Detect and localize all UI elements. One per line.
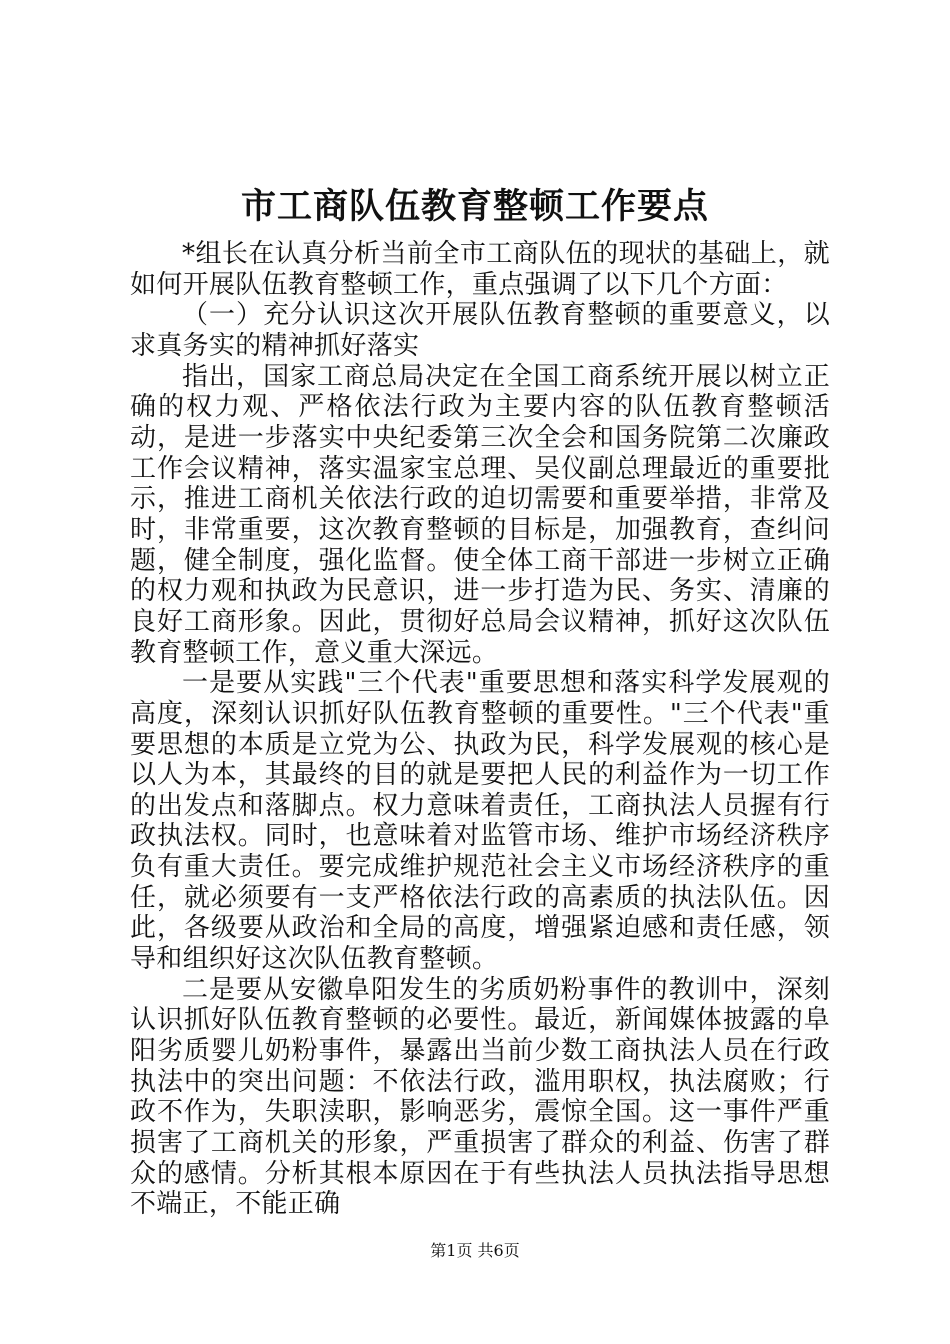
paragraph-significance: 指出，国家工商总局决定在全国工商系统开展以树立正确的权力观、严格依法行政为主要内容的队伍教育整顿活动，是进一步落实中央纪委第三次全会和国务院第二次廉政工作会议精神，落实温家宝总理、吴仪副总理最近的重要批示，推进工商机关依法行政的迫切需要和重要举措，非常及时，非常重要，这次教育整顿的目标是，加强教育，查纠问题，健全制度，强化监督。使全体工商干部进一步树立正确的权力观和执政为民意识，进一步打造为民、务实、清廉的良好工商形象。因此，贯彻好总局会议精神，抓好这次队伍教育整顿工作，意义重大深远。 [130, 361, 830, 668]
paragraph-point-one: 一是要从实践"三个代表"重要思想和落实科学发展观的高度，深刻认识抓好队伍教育整顿的重要性。"三个代表"重要思想的本质是立党为公、执政为民，科学发展观的核心是以人为本，其最终的目的就是要把人民的利益作为一切工作的出发点和落脚点。权力意味着责任，工商执法人员握有行政执法权。同时，也意味着对监管市场、维护市场经济秩序负有重大责任。要完成维护规范社会主义市场经济秩序的重任，就必须要有一支严格依法行政的高素质的执法队伍。因此，各级要从政治和全局的高度，增强紧迫感和责任感，领导和组织好这次队伍教育整顿。 [130, 668, 830, 975]
paragraph-point-two: 二是要从安徽阜阳发生的劣质奶粉事件的教训中，深刻认识抓好队伍教育整顿的必要性。最近，新闻媒体披露的阜阳劣质婴儿奶粉事件，暴露出当前少数工商执法人员在行政执法中的突出问题：不依法行政，滥用职权，执法腐败；行政不作为，失职渎职，影响恶劣，震惊全国。这一事件严重损害了工商机关的形象，严重损害了群众的利益、伤害了群众的感情。分析其根本原因在于有些执法人员执法指导思想不端正，不能正确 [130, 974, 830, 1220]
paragraph-heading-one: （一）充分认识这次开展队伍教育整顿的重要意义，以求真务实的精神抓好落实 [130, 300, 830, 361]
paragraph-intro: *组长在认真分析当前全市工商队伍的现状的基础上，就如何开展队伍教育整顿工作，重点强调了以下几个方面： [130, 239, 830, 300]
document-title: 市工商队伍教育整顿工作要点 [240, 186, 709, 227]
page-footer: 第1页 共6页 [430, 1241, 520, 1260]
document-body [130, 239, 830, 1220]
